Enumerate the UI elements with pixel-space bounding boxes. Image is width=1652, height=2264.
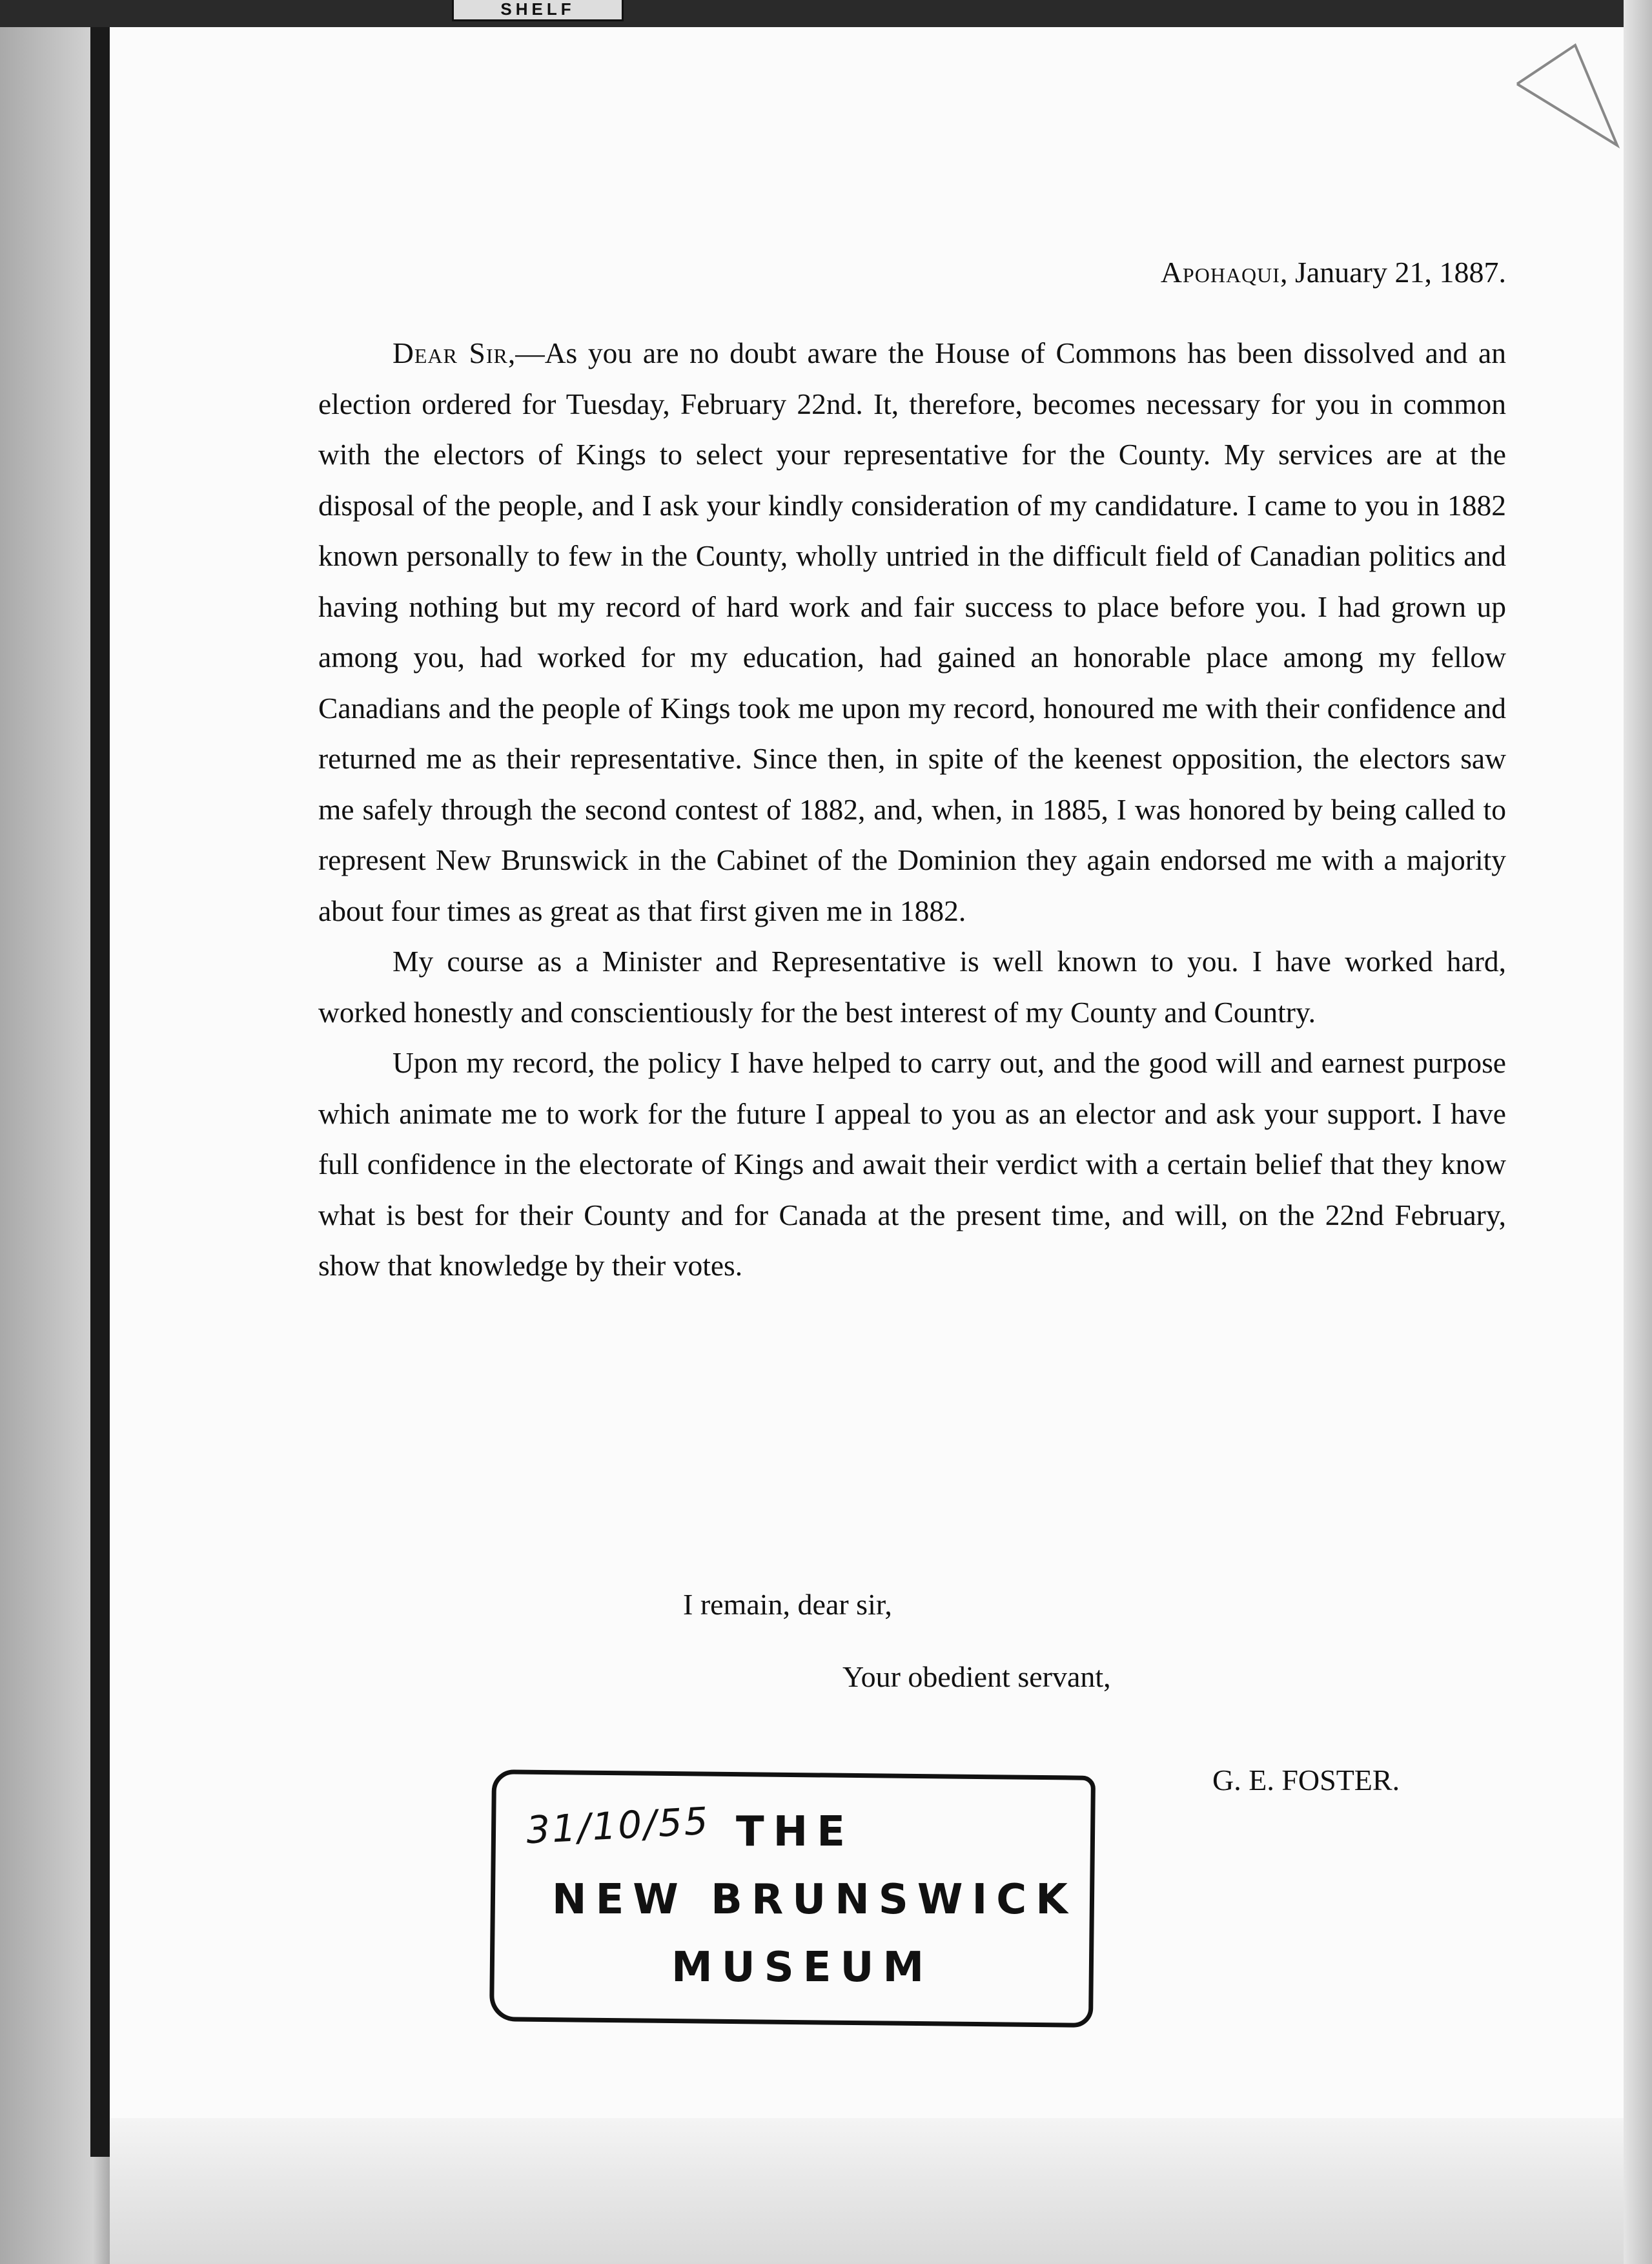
paper-bottom-shade [110, 2118, 1624, 2264]
corner-fold-mark [1504, 32, 1620, 161]
closing-line-1: I remain, dear sir, [683, 1588, 892, 1621]
stamp-date: 31/10/55 [525, 1798, 711, 1853]
paragraph-1 [318, 328, 1506, 936]
place-name: Apohaqui [1160, 256, 1280, 289]
museum-stamp [491, 1773, 1094, 2024]
closing-line-2: Your obedient servant, [842, 1660, 1111, 1693]
letter-dateline [1161, 255, 1506, 289]
stamp-line-2: NEW BRUNSWICK [552, 1876, 1077, 1924]
right-page-edge [1624, 0, 1652, 2264]
stamp-line-3: MUSEUM [671, 1944, 933, 1991]
letter-body [318, 328, 1506, 1292]
stamp-line-1: THE [736, 1808, 854, 1856]
salutation: Dear Sir [393, 336, 508, 369]
top-shelf-strip [0, 0, 1652, 27]
signature: G. E. FOSTER. [1212, 1764, 1400, 1796]
binding-edge [90, 26, 110, 2157]
paragraph-1-text: ,—As you are no doubt aware the House of Commons has been dissolved and an election ordered for Tuesday, February 22nd. It, therefore, becomes necessary for you in common with the electors of Kings to select your representative for the County. My services are at the disposal of the people, and I ask your kindly consideration of my candidature. I came to you in 1882 known personally to few in the County, wholly untried in the difficult field of Canadian politics and having nothing but my record of hard work and fair success to place before you. I had grown up among you, had worked for my education, had gained an honorable place among my fellow Canadians and the people of Kings took me upon my record, honoured me with their confidence and returned me as their representative. Since then, in spite of the keenest opposition, the electors saw me safely through the second contest of 1882, and, when, in 1885, I was honored by being called to represent New Brunswick in the Cabinet of the Dominion they again endorsed me with a majority about four times as great as that first given me in 1882. [318, 336, 1506, 927]
paragraph-2: My course as a Minister and Representative is well known to you. I have worked hard, worked honestly and conscientiously for the best interest of my County and Country. [318, 945, 1506, 1029]
shelf-label: SHELF [452, 0, 624, 21]
paragraph-3: Upon my record, the policy I have helped to carry out, and the good will and earnest purpose which animate me to work for the future I appeal to you as an elector and ask your support. I have full confidence in the electorate of Kings and await their verdict with a certain belief that they know what is best for their County and for Canada at the present time, and will, on the 22nd February, show that knowledge by their votes. [318, 1046, 1506, 1282]
letter-date: , January 21, 1887. [1280, 256, 1506, 289]
